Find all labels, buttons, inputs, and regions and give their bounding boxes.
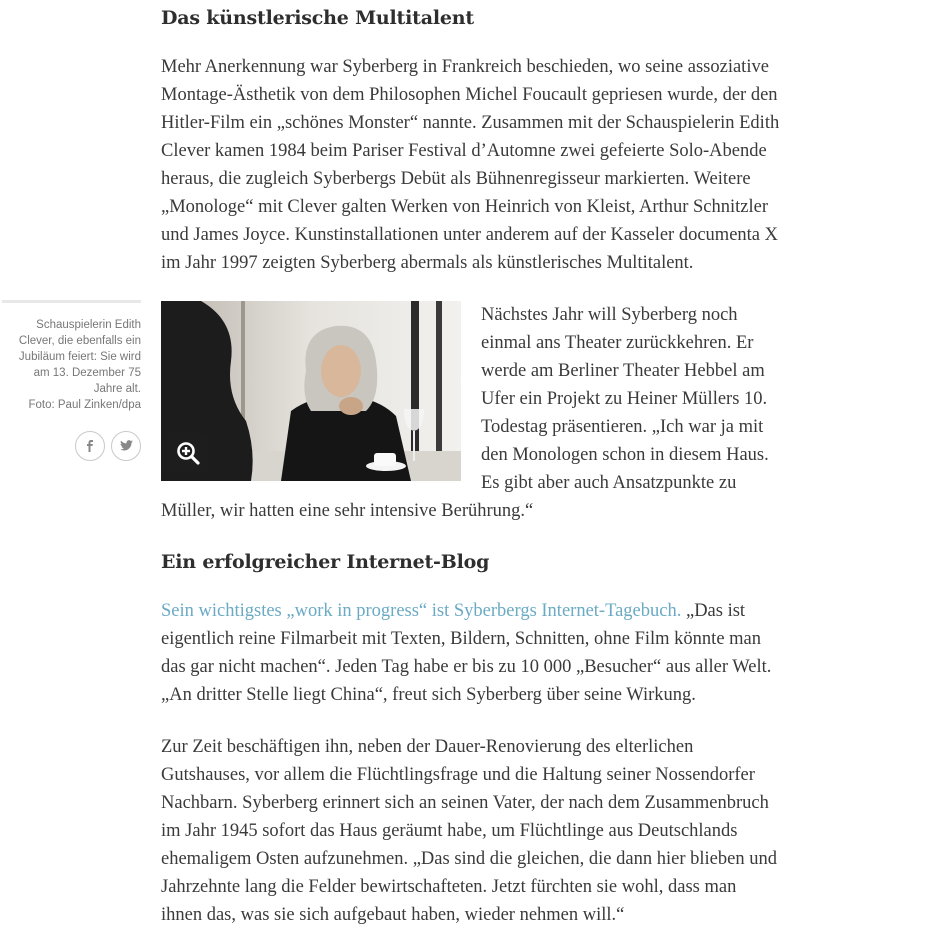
image-caption	[2, 317, 141, 413]
zoom-in-icon	[176, 441, 200, 465]
caption-divider	[2, 300, 141, 303]
zoom-image-button[interactable]	[167, 433, 208, 473]
facebook-icon	[84, 440, 96, 452]
share-twitter-button[interactable]	[111, 431, 141, 461]
paragraph-blog	[161, 597, 781, 709]
paragraph-refugees: Zur Zeit beschäftigen ihn, neben der Dauer-Renovierung des elterlichen Gutshauses, vor allem die Flüchtlingsfrage und die Haltung seiner Nossendorfer Nachbarn. Syberberg erinnert sich an seinen Vater, der nach dem Zusammenbruch im Jahr 1945 sofort das Haus geräumt habe, um Flüchtlinge aus Deutschlands ehemaligem Osten aufzunehmen. „Das sind die gleichen, die dann hier blieben und Jahrzehnte lang die Felder bewirtschafteten. Jetzt fürchten sie wohl, dass man ihnen das, was sie sich aufgebaut haben, wieder nehmen will.“	[161, 737, 777, 925]
internet-diary-link[interactable]: Sein wichtigstes „work in progress“ ist Syberbergs Internet-Tagebuch.	[161, 601, 682, 621]
paragraph-recognition: Mehr Anerkennung war Syberberg in Frankreich beschieden, wo seine assoziative Montage-Ästhetik von dem Philosophen Michel Foucault gepriesen wurde, der den Hitler-Film ein „schönes Monster“ nannte. Zusammen mit der Schauspielerin Edith Clever kamen 1984 beim Pariser Festival d’Automne zwei gefeierte Solo-Abende heraus, die zugleich Syberbergs Debüt als Bühnenregisseur markierten. Weitere „Monologe“ mit Clever galten Werken von Heinrich von Kleist, Arthur Schnitzler und James Joyce. Kunstinstallationen unter anderem auf der Kasseler documenta X im Jahr 1997 zeigten Syberberg abermals als künstlerisches Multitalent.	[161, 57, 780, 273]
share-facebook-button[interactable]	[75, 431, 105, 461]
section-heading-blog: Ein erfolgreicher Internet-Blog	[161, 551, 490, 573]
caption-text: Schauspielerin Edith Clever, die ebenfalls ein Jubiläum feiert: Sie wird am 13. Dezember 75 Jahre alt.	[18, 319, 141, 395]
article-photo[interactable]	[161, 301, 461, 481]
twitter-icon	[120, 440, 133, 452]
caption-credit: Foto: Paul Zinken/dpa	[28, 399, 141, 411]
section-heading-multitalent: Das künstlerische Multitalent	[161, 7, 474, 29]
paragraph-theater-text: Nächstes Jahr will Syberberg noch einmal ans Theater zurückkehren. Er werde am Berliner Theater Hebbel am Ufer ein Projekt zu Heiner Müllers 10. Todestag präsentieren. „Ich war ja mit den Monologen schon in diesem Haus. Es gibt aber auch Ansatzpunkte zu Müller, wir hatten eine sehr intensive Berührung.“	[161, 305, 769, 521]
paragraph-blog-text: „Das ist eigentlich reine Filmarbeit mit Texten, Bildern, Schnitten, ohne Film könnte man das gar nicht machen“. Jeden Tag habe er bis zu 10 000 „Besucher“ aus aller Welt. „An dritter Stelle liegt China“, freut sich Syberberg über seine Wirkung.	[161, 601, 772, 705]
